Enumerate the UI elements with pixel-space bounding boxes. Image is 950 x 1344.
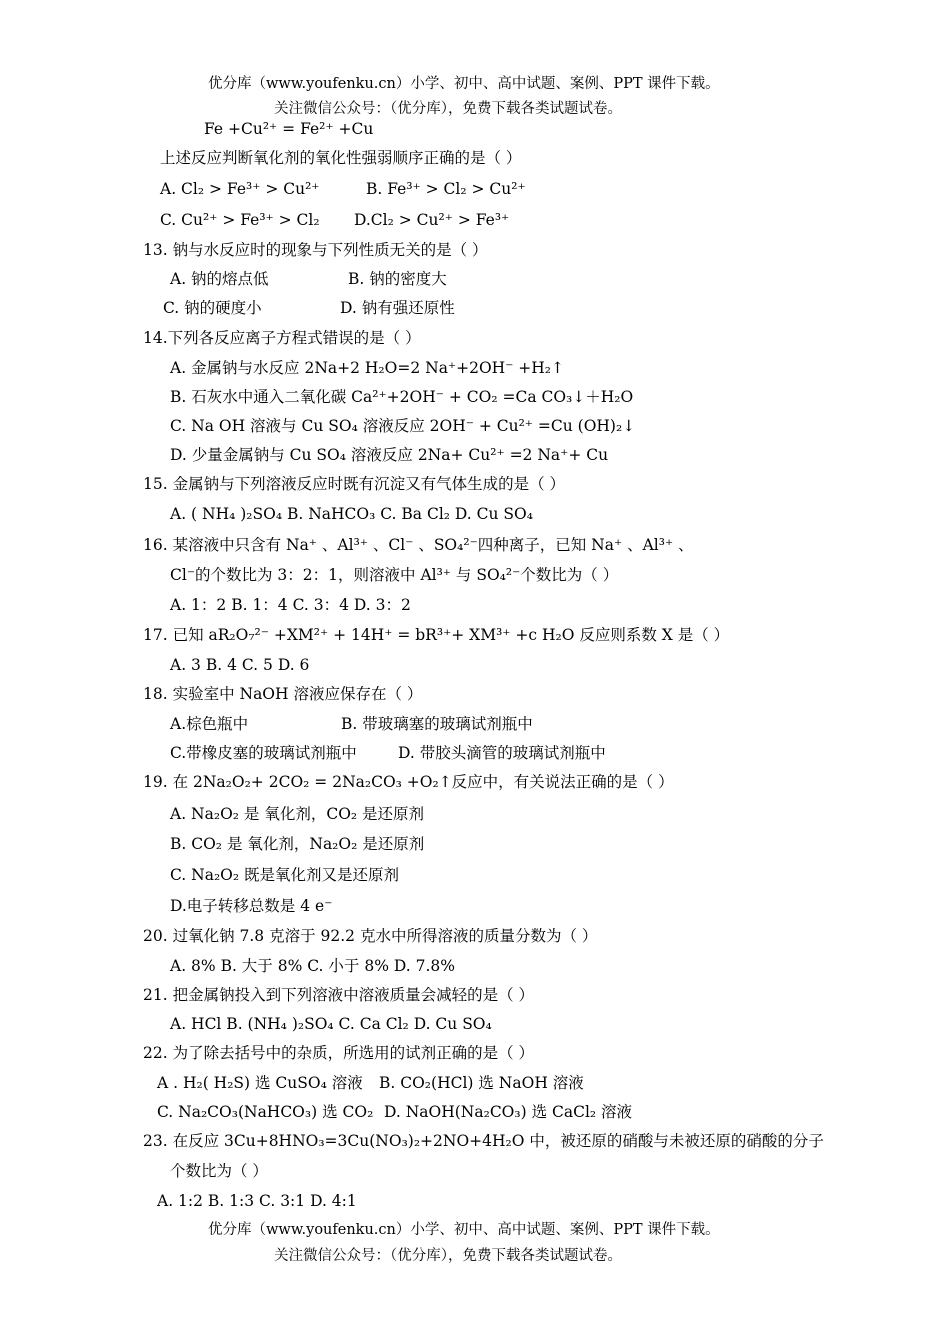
q17-stem: 17. 已知 aR₂O₇²⁻ +XM²⁺ + 14H⁺ = bR³⁺+ XM³⁺ +c H₂O 反应则系数 X 是（ ） — [143, 626, 730, 644]
q16-options: A. 1：2 B. 1：4 C. 3：4 D. 3：2 — [170, 596, 411, 614]
q16-stem-2: Cl⁻的个数比为 3：2：1，则溶液中 Al³⁺ 与 SO₄²⁻个数比为（ ） — [170, 566, 619, 584]
q22-stem: 22. 为了除去括号中的杂质，所选用的试剂正确的是（ ） — [143, 1044, 535, 1062]
q22-option-b: B. CO₂(HCl) 选 NaOH 溶液 — [379, 1074, 584, 1092]
footer-line-1: 优分库（www.youfenku.cn）小学、初中、高中试题、案例、PPT 课件下载。 — [208, 1222, 720, 1238]
q22-option-d: D. NaOH(Na₂CO₃) 选 CaCl₂ 溶液 — [384, 1103, 633, 1121]
header-line-1: 优分库（www.youfenku.cn）小学、初中、高中试题、案例、PPT 课件下载。 — [208, 76, 720, 92]
q18-stem: 18. 实验室中 NaOH 溶液应保存在（ ） — [143, 685, 423, 703]
q22-option-c: C. Na₂CO₃(NaHCO₃) 选 CO₂ — [157, 1103, 374, 1121]
footer-line-2: 关注微信公众号：（优分库），免费下载各类试题试卷。 — [274, 1248, 622, 1264]
q13-stem: 13. 钠与水反应时的现象与下列性质无关的是（ ） — [143, 241, 488, 259]
q13-option-b: B. 钠的密度大 — [348, 270, 447, 288]
q17-options: A. 3 B. 4 C. 5 D. 6 — [170, 656, 310, 674]
q18-option-c: C.带橡皮塞的玻璃试剂瓶中 — [170, 744, 357, 762]
q19-option-d: D.电子转移总数是 4 e⁻ — [170, 897, 333, 915]
q14-option-b: B. 石灰水中通入二氧化碳 Ca²⁺+2OH⁻ + CO₂ =Ca CO₃↓＋H₂O — [170, 388, 634, 406]
q20-stem: 20. 过氧化钠 7.8 克溶于 92.2 克水中所得溶液的质量分数为（ ） — [143, 927, 598, 945]
q13-option-a: A. 钠的熔点低 — [170, 270, 269, 288]
q18-option-b: B. 带玻璃塞的玻璃试剂瓶中 — [341, 715, 533, 733]
q23-options: A. 1:2 B. 1:3 C. 3:1 D. 4:1 — [157, 1192, 357, 1210]
q14-stem: 14.下列各反应离子方程式错误的是（ ） — [143, 329, 421, 347]
q23-stem-2: 个数比为（ ） — [170, 1162, 268, 1180]
q13-option-c: C. 钠的硬度小 — [163, 299, 262, 317]
q16-stem-1: 16. 某溶液中只含有 Na⁺ 、Al³⁺ 、Cl⁻ 、SO₄²⁻四种离子，已知 Na⁺ 、Al³⁺ 、 — [143, 536, 694, 554]
q12-option-c: C. Cu²⁺ > Fe³⁺ > Cl₂ — [160, 211, 320, 229]
q18-option-d: D. 带胶头滴管的玻璃试剂瓶中 — [398, 744, 606, 762]
q15-stem: 15. 金属钠与下列溶液反应时既有沉淀又有气体生成的是（ ） — [143, 475, 566, 493]
q21-stem: 21. 把金属钠投入到下列溶液中溶液质量会减轻的是（ ） — [143, 986, 535, 1004]
q19-option-b: B. CO₂ 是 氧化剂，Na₂O₂ 是还原剂 — [170, 835, 425, 853]
q14-option-a: A. 金属钠与水反应 2Na+2 H₂O=2 Na⁺+2OH⁻ +H₂↑ — [170, 359, 565, 377]
q12-equation: Fe +Cu²⁺ = Fe²⁺ +Cu — [204, 120, 374, 138]
q15-options: A. ( NH₄ )₂SO₄ B. NaHCO₃ C. Ba Cl₂ D. Cu SO₄ — [170, 505, 533, 523]
q12-option-b: B. Fe³⁺ > Cl₂ > Cu²⁺ — [366, 180, 526, 198]
q12-option-a: A. Cl₂ > Fe³⁺ > Cu²⁺ — [160, 180, 320, 198]
q14-option-d: D. 少量金属钠与 Cu SO₄ 溶液反应 2Na+ Cu²⁺ =2 Na⁺+ Cu — [170, 446, 609, 464]
q19-option-c: C. Na₂O₂ 既是氧化剂又是还原剂 — [170, 866, 400, 884]
q12-stem: 上述反应判断氧化剂的氧化性强弱顺序正确的是（ ） — [160, 149, 522, 167]
q14-option-c: C. Na OH 溶液与 Cu SO₄ 溶液反应 2OH⁻ + Cu²⁺ =Cu (OH)₂↓ — [170, 417, 636, 435]
q19-stem: 19. 在 2Na₂O₂+ 2CO₂ = 2Na₂CO₃ +O₂↑反应中，有关说法正确的是（ ） — [143, 773, 674, 791]
q19-option-a: A. Na₂O₂ 是 氧化剂，CO₂ 是还原剂 — [170, 805, 425, 823]
q22-option-a: A . H₂( H₂S) 选 CuSO₄ 溶液 — [157, 1074, 363, 1092]
header-line-2: 关注微信公众号：（优分库），免费下载各类试题试卷。 — [274, 101, 622, 117]
q13-option-d: D. 钠有强还原性 — [340, 299, 455, 317]
q18-option-a: A.棕色瓶中 — [170, 715, 249, 733]
q23-stem-1: 23. 在反应 3Cu+8HNO₃=3Cu(NO₃)₂+2NO+4H₂O 中，被还原的硝酸与未被还原的硝酸的分子 — [143, 1132, 824, 1150]
q21-options: A. HCl B. (NH₄ )₂SO₄ C. Ca Cl₂ D. Cu SO₄ — [170, 1015, 492, 1033]
q12-option-d: D.Cl₂ > Cu²⁺ > Fe³⁺ — [354, 211, 510, 229]
q20-options: A. 8% B. 大于 8% C. 小于 8% D. 7.8% — [170, 957, 455, 975]
